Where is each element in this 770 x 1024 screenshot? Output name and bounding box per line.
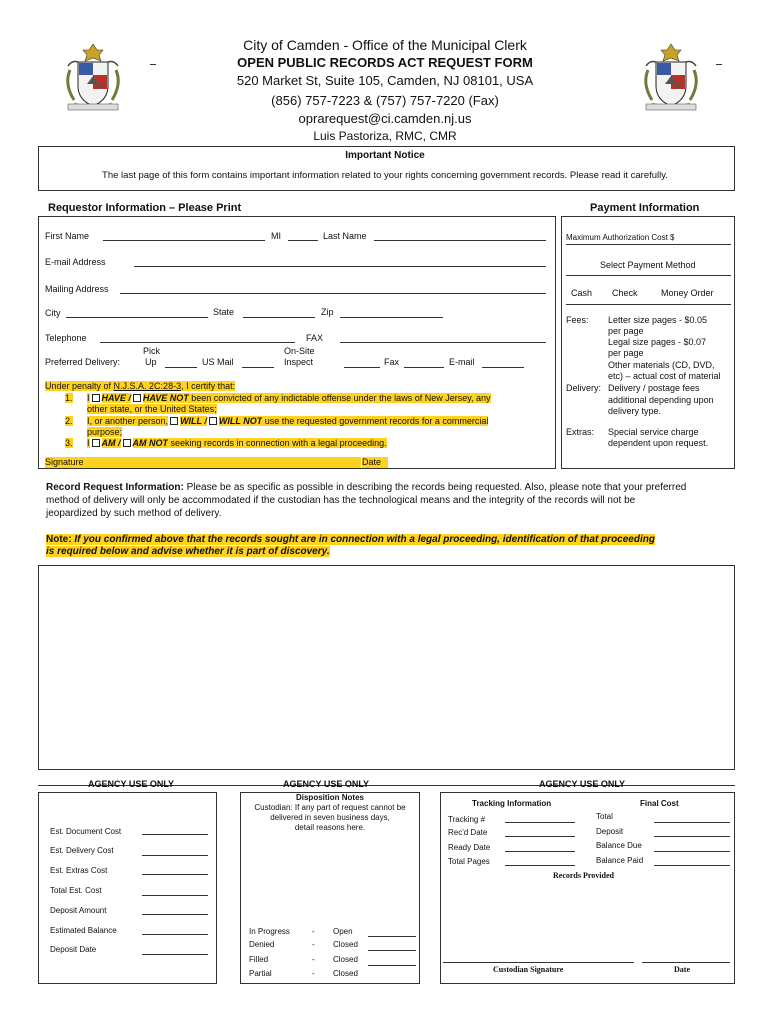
certify-intro-end: , I certify that: (181, 381, 236, 391)
record-request-line-1 (46, 482, 686, 494)
inspect-option-label: Inspect (284, 357, 314, 367)
estimated-balance-field[interactable] (142, 934, 208, 935)
am-not-label: AM NOT (132, 438, 169, 448)
certify-line-2b (87, 427, 122, 438)
ready-date-field[interactable] (505, 851, 575, 852)
onsite-field[interactable] (344, 367, 380, 368)
certify-line-2 (87, 416, 488, 427)
deposit-field[interactable] (654, 836, 730, 837)
certify-text-2b: purpose; (87, 427, 123, 437)
form-title: OPEN PUBLIC RECORDS ACT REQUEST FORM (237, 55, 533, 70)
est-delivery-cost-label: Est. Delivery Cost (50, 846, 114, 855)
onsite-label: On-Site (284, 346, 315, 356)
total-label: Total (596, 812, 613, 821)
fax-field[interactable] (340, 342, 546, 343)
total-pages-label: Total Pages (448, 857, 490, 866)
note-text-1: If you confirmed above that the records sought are in connection with a legal proceeding, identification of that proceeding (71, 534, 655, 545)
tracking-number-label: Tracking # (448, 815, 486, 824)
city-field[interactable] (66, 317, 208, 318)
note-line-2 (46, 546, 330, 558)
deposit-amount-label: Deposit Amount (50, 906, 107, 915)
deposit-amount-field[interactable] (142, 914, 208, 915)
balance-due-label: Balance Due (596, 841, 642, 850)
certify-intro (45, 381, 235, 392)
pronoun-i: I (87, 438, 90, 448)
disposition-title: Disposition Notes (295, 793, 364, 802)
received-date-field[interactable] (505, 836, 575, 837)
deposit-label: Deposit (596, 827, 624, 836)
pick-label: Pick (143, 346, 161, 356)
have-not-checkbox[interactable] (133, 394, 141, 402)
fee-line: Legal size pages - $0.07 (608, 337, 707, 347)
est-delivery-cost-field[interactable] (142, 855, 208, 856)
closed-option[interactable]: Closed (333, 969, 358, 978)
balance-paid-field[interactable] (654, 865, 730, 866)
delivery-line: Delivery / postage fees (608, 383, 700, 393)
item-number: 1. (65, 393, 73, 403)
balance-paid-label: Balance Paid (596, 856, 644, 865)
certify-intro-text: Under penalty of (45, 381, 114, 391)
certify-item-2 (65, 416, 73, 427)
certify-item-1 (65, 393, 73, 404)
zip-label: Zip (321, 307, 334, 317)
mailing-address-label: Mailing Address (45, 284, 109, 294)
extras-line: dependent upon request. (608, 438, 709, 448)
agency-header-2: AGENCY USE ONLY (283, 779, 370, 789)
total-est-cost-label: Total Est. Cost (50, 886, 102, 895)
total-pages-field[interactable] (505, 865, 575, 866)
custodian-date-field[interactable] (642, 962, 730, 963)
am-checkbox[interactable] (92, 439, 100, 447)
signature-label: Signature (45, 457, 361, 468)
record-request-line-2: method of delivery will only be accommodated if the custodian has the technological means and the integrity of the records will not be (46, 495, 636, 506)
custodian-signature-label: Custodian Signature (493, 965, 564, 974)
tracking-number-field[interactable] (505, 822, 575, 823)
pronoun-i: I (87, 393, 90, 403)
payment-section-title: Payment Information (590, 202, 700, 214)
est-document-cost-label: Est. Document Cost (50, 827, 122, 836)
mi-field[interactable] (288, 240, 318, 241)
dash-mark: - (312, 955, 315, 964)
fax-label: FAX (306, 333, 324, 343)
last-name-field[interactable] (374, 240, 546, 241)
item-number: 2. (65, 416, 73, 426)
closed-option[interactable]: Closed (333, 940, 358, 949)
telephone-field[interactable] (100, 342, 295, 343)
telephone-label: Telephone (45, 333, 87, 343)
dash-mark: - (312, 927, 315, 936)
certify-text-1b: other state, or the United States; (87, 404, 217, 414)
email-delivery-field[interactable] (482, 367, 524, 368)
state-label: State (213, 307, 235, 317)
delivery-line: delivery type. (608, 406, 662, 416)
will-checkbox[interactable] (170, 417, 178, 425)
certify-line-3 (87, 438, 387, 449)
fee-line: Other materials (CD, DVD, (608, 360, 715, 370)
record-request-line-3: jeopardized by such method of delivery. (46, 508, 222, 519)
cash-option[interactable]: Cash (571, 288, 593, 298)
date-label: Date (362, 457, 388, 468)
email-label: E-mail Address (45, 257, 106, 267)
final-cost-title: Final Cost (640, 799, 679, 808)
office-email: oprarequest@ci.camden.nj.us (298, 111, 472, 126)
fax-delivery-field[interactable] (404, 367, 444, 368)
open-option[interactable]: Open (333, 927, 353, 936)
notice-text: The last page of this form contains important information related to your rights concerning government records. Please read it carefully. (102, 170, 668, 181)
city-label: City (45, 308, 61, 318)
will-not-label: WILL NOT (218, 416, 263, 426)
extras-line: Special service charge (608, 427, 699, 437)
item-number: 3. (65, 438, 73, 448)
first-name-field[interactable] (103, 240, 265, 241)
custodian-signature-field[interactable] (443, 962, 634, 963)
requestor-section-title: Requestor Information – Please Print (48, 202, 242, 214)
deposit-date-label: Deposit Date (50, 945, 97, 954)
records-provided-label: Records Provided (553, 871, 614, 880)
total-field[interactable] (654, 822, 730, 823)
status-field[interactable] (368, 936, 416, 937)
email-option-label: E-mail (449, 357, 475, 367)
certify-text-1: been convicted of any indictable offense under the laws of New Jersey, any (188, 393, 491, 403)
last-name-label: Last Name (323, 231, 367, 241)
have-checkbox[interactable] (92, 394, 100, 402)
fee-line: etc) – actual cost of material (608, 371, 721, 381)
state-field[interactable] (243, 317, 315, 318)
dash-mark: - (312, 940, 315, 949)
divider (566, 304, 731, 305)
est-extras-cost-label: Est. Extras Cost (50, 866, 108, 875)
denied-option[interactable]: Denied (249, 940, 275, 949)
certify-text-3: seeking records in connection with a legal proceeding. (168, 438, 387, 448)
certify-line-1b (87, 404, 217, 415)
notice-title: Important Notice (345, 150, 425, 161)
date-line[interactable] (362, 457, 388, 468)
am-label: AM / (101, 438, 121, 448)
estimated-balance-label: Estimated Balance (50, 926, 117, 935)
received-date-label: Rec'd Date (448, 828, 488, 837)
will-not-checkbox[interactable] (209, 417, 217, 425)
preferred-delivery-label: Preferred Delivery: (45, 357, 121, 367)
first-name-label: First Name (45, 231, 90, 241)
have-not-label: HAVE NOT (142, 393, 189, 403)
email-field[interactable] (134, 266, 546, 267)
status-field[interactable] (368, 965, 416, 966)
total-est-cost-field[interactable] (142, 895, 208, 896)
am-not-checkbox[interactable] (123, 439, 131, 447)
deposit-date-field[interactable] (142, 954, 208, 955)
pickup-option-label: Up (145, 357, 157, 367)
tracking-info-title: Tracking Information (472, 799, 552, 808)
est-document-cost-field[interactable] (142, 834, 208, 835)
record-request-label: Record Request Information: (46, 482, 184, 493)
check-option[interactable]: Check (612, 288, 638, 298)
agency-header-1: AGENCY USE ONLY (88, 779, 175, 789)
ready-date-label: Ready Date (448, 843, 491, 852)
usmail-option-label: US Mail (202, 357, 234, 367)
max-authorization-field[interactable] (566, 244, 731, 245)
closed-option[interactable]: Closed (333, 955, 358, 964)
certify-text-2: use the requested government records for a commercial (262, 416, 489, 426)
partial-option[interactable]: Partial (249, 969, 272, 978)
certify-text-2a: I, or another person, (87, 416, 169, 426)
certify-item-3 (65, 438, 73, 449)
statute-ref: N.J.S.A. 2C:28-3 (113, 381, 182, 391)
records-description-textarea[interactable] (38, 565, 735, 770)
note-label: Note: (46, 534, 72, 545)
agency-header-3: AGENCY USE ONLY (539, 779, 626, 789)
balance-due-field[interactable] (654, 851, 730, 852)
note-text-2: is required below and advise whether it is part of discovery. (46, 546, 330, 557)
signature-line[interactable] (45, 457, 361, 468)
mi-label: MI (271, 231, 281, 241)
max-authorization-label: Maximum Authorization Cost $ (566, 233, 675, 242)
office-address: 520 Market St, Suite 105, Camden, NJ 08101, USA (236, 73, 534, 88)
certify-line-1 (87, 393, 491, 404)
note-line-1 (46, 534, 655, 546)
fax-option-label: Fax (384, 357, 400, 367)
custodian-date-label: Date (674, 965, 690, 974)
usmail-field[interactable] (242, 367, 274, 368)
filled-option[interactable]: Filled (249, 955, 269, 964)
money-order-option[interactable]: Money Order (661, 288, 714, 298)
clerk-name: Luis Pastoriza, RMC, CMR (313, 129, 457, 143)
in-progress-option[interactable]: In Progress (249, 927, 290, 936)
est-extras-cost-field[interactable] (142, 874, 208, 875)
pickup-field[interactable] (165, 367, 197, 368)
divider (566, 275, 731, 276)
office-phone: (856) 757-7223 & (757) 757-7220 (Fax) (271, 93, 499, 108)
select-payment-label: Select Payment Method (600, 260, 696, 270)
fee-line: per page (608, 348, 644, 358)
extras-label: Extras: (566, 427, 595, 437)
status-field[interactable] (368, 950, 416, 951)
record-request-text-1: Please be as specific as possible in describing the records being requested. Also, please note that your preferred (183, 482, 687, 493)
have-label: HAVE / (101, 393, 131, 403)
fees-label: Fees: (566, 315, 589, 325)
fee-line: Letter size pages - $0.05 (608, 315, 708, 325)
disposition-text-1: Custodian: If any part of request cannot be (254, 803, 406, 812)
office-name: City of Camden - Office of the Municipal Clerk (243, 37, 527, 53)
fee-line: per page (608, 326, 644, 336)
dash-mark: - (312, 969, 315, 978)
will-label: WILL / (180, 416, 207, 426)
delivery-line: additional depending upon (608, 395, 714, 405)
disposition-text-3: detail reasons here. (294, 823, 366, 832)
mailing-address-field[interactable] (120, 293, 546, 294)
delivery-label: Delivery: (566, 383, 602, 393)
zip-field[interactable] (340, 317, 443, 318)
disposition-text-2: delivered in seven business days, (270, 813, 390, 822)
